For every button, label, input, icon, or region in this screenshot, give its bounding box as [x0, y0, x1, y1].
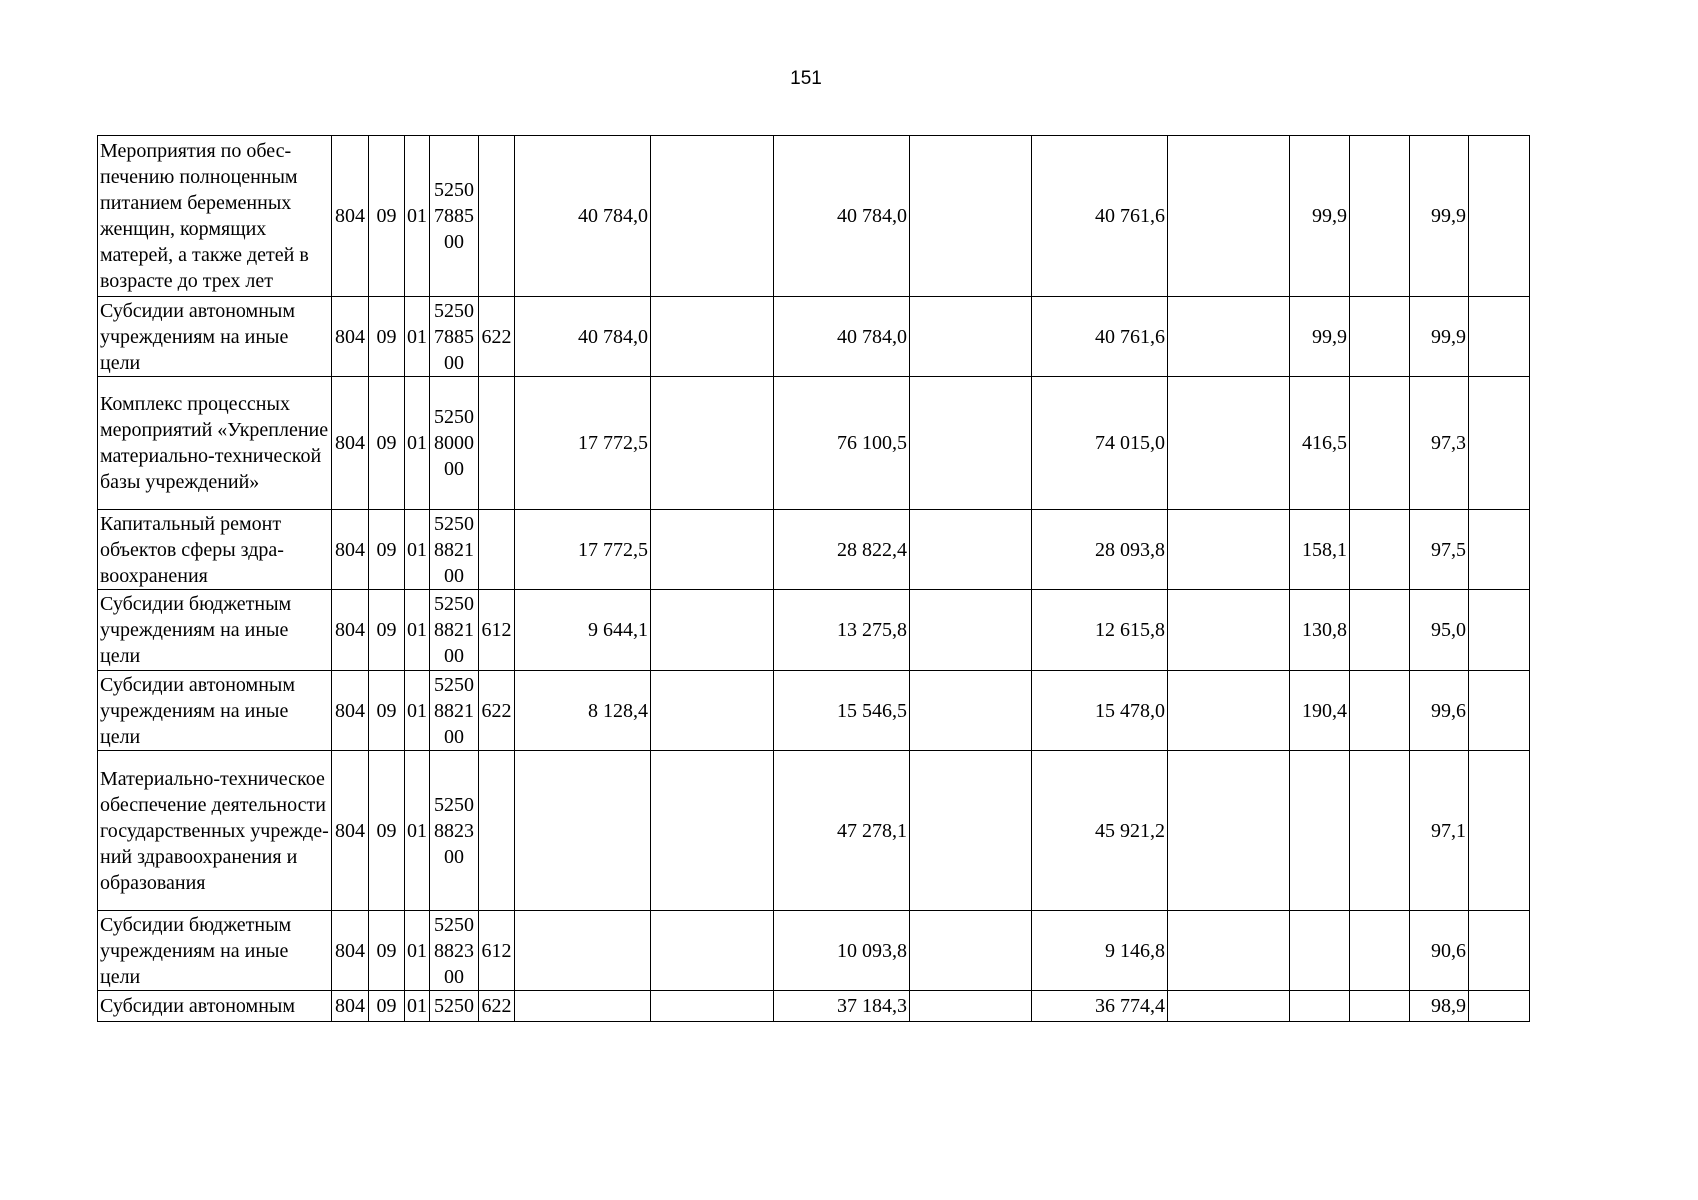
plan-value: 8 128,4 [515, 671, 651, 751]
ved-code: 804 [332, 751, 369, 911]
empty-cell [1168, 590, 1290, 671]
approved-value: 47 278,1 [774, 751, 910, 911]
empty-cell [651, 510, 774, 590]
plan-value: 40 784,0 [515, 297, 651, 377]
empty-cell [1350, 991, 1410, 1022]
csr-code: 5250 8821 00 [430, 671, 479, 751]
executed-value: 40 761,6 [1032, 136, 1168, 297]
table-row [98, 377, 1530, 510]
vr-code: 612 [479, 590, 515, 671]
csr-code: 5250 7885 00 [430, 297, 479, 377]
approved-value: 40 784,0 [774, 297, 910, 377]
approved-value: 13 275,8 [774, 590, 910, 671]
ved-code: 804 [332, 671, 369, 751]
pr-code: 01 [405, 510, 430, 590]
pct-of-plan: 99,9 [1290, 297, 1350, 377]
table-row [98, 590, 1530, 671]
executed-value: 9 146,8 [1032, 911, 1168, 991]
empty-cell [651, 671, 774, 751]
table-row [98, 751, 1530, 911]
pct-of-approved: 99,9 [1410, 297, 1469, 377]
row-name: Субсидии автономным учреждениям на иные цели [98, 297, 332, 377]
table-row [98, 136, 1530, 297]
rz-code: 09 [369, 590, 405, 671]
empty-cell [1469, 297, 1530, 377]
pct-of-approved: 97,5 [1410, 510, 1469, 590]
empty-cell [1350, 510, 1410, 590]
pct-of-approved: 99,6 [1410, 671, 1469, 751]
plan-value: 17 772,5 [515, 377, 651, 510]
empty-cell [1168, 671, 1290, 751]
vr-code: 622 [479, 991, 515, 1022]
rz-code: 09 [369, 136, 405, 297]
empty-cell [1168, 136, 1290, 297]
empty-cell [1350, 671, 1410, 751]
ved-code: 804 [332, 377, 369, 510]
pct-of-plan: 130,8 [1290, 590, 1350, 671]
executed-value: 74 015,0 [1032, 377, 1168, 510]
empty-cell [1469, 751, 1530, 911]
empty-cell [651, 590, 774, 671]
plan-value: 40 784,0 [515, 136, 651, 297]
row-name: Капитальный ремонт объектов сферы здравоохранения [98, 510, 332, 590]
row-name: Комплекс процессных мероприятий «Укрепление материально-технической базы учреждений» [98, 377, 332, 510]
executed-value: 36 774,4 [1032, 991, 1168, 1022]
table-row [98, 671, 1530, 751]
rz-code: 09 [369, 751, 405, 911]
empty-cell [1469, 510, 1530, 590]
csr-code: 5250 8823 00 [430, 911, 479, 991]
pct-of-approved: 98,9 [1410, 991, 1469, 1022]
pct-of-approved: 90,6 [1410, 911, 1469, 991]
row-name: Субсидии бюджетным учреждениям на иные цели [98, 911, 332, 991]
executed-value: 15 478,0 [1032, 671, 1168, 751]
plan-value [515, 991, 651, 1022]
csr-code: 5250 8821 00 [430, 510, 479, 590]
vr-code: 612 [479, 911, 515, 991]
empty-cell [1350, 136, 1410, 297]
empty-cell [910, 510, 1032, 590]
pct-of-plan: 158,1 [1290, 510, 1350, 590]
ved-code: 804 [332, 297, 369, 377]
budget-table [97, 135, 1530, 1022]
vr-code [479, 377, 515, 510]
empty-cell [910, 751, 1032, 911]
rz-code: 09 [369, 911, 405, 991]
approved-value: 37 184,3 [774, 991, 910, 1022]
row-name: Мероприятия по обеспечению полноценным питанием беременных женщин, кормящих матерей, а также детей в возрасте до трех лет [98, 136, 332, 297]
empty-cell [1469, 136, 1530, 297]
table-row [98, 991, 1530, 1022]
empty-cell [1350, 911, 1410, 991]
vr-code [479, 510, 515, 590]
empty-cell [1168, 510, 1290, 590]
row-name: Субсидии бюджетным учреждениям на иные цели [98, 590, 332, 671]
approved-value: 40 784,0 [774, 136, 910, 297]
empty-cell [1168, 297, 1290, 377]
pct-of-approved: 99,9 [1410, 136, 1469, 297]
plan-value [515, 911, 651, 991]
ved-code: 804 [332, 911, 369, 991]
empty-cell [1168, 751, 1290, 911]
executed-value: 28 093,8 [1032, 510, 1168, 590]
approved-value: 15 546,5 [774, 671, 910, 751]
csr-code: 5250 8823 00 [430, 751, 479, 911]
table-row [98, 297, 1530, 377]
plan-value: 9 644,1 [515, 590, 651, 671]
empty-cell [1469, 991, 1530, 1022]
approved-value: 10 093,8 [774, 911, 910, 991]
pr-code: 01 [405, 297, 430, 377]
pct-of-plan [1290, 751, 1350, 911]
empty-cell [651, 911, 774, 991]
pr-code: 01 [405, 911, 430, 991]
vr-code: 622 [479, 297, 515, 377]
table-row [98, 911, 1530, 991]
approved-value: 28 822,4 [774, 510, 910, 590]
empty-cell [910, 991, 1032, 1022]
empty-cell [1350, 751, 1410, 911]
empty-cell [1168, 911, 1290, 991]
vr-code: 622 [479, 671, 515, 751]
plan-value: 17 772,5 [515, 510, 651, 590]
rz-code: 09 [369, 510, 405, 590]
ved-code: 804 [332, 136, 369, 297]
empty-cell [1469, 911, 1530, 991]
empty-cell [651, 751, 774, 911]
empty-cell [1168, 991, 1290, 1022]
rz-code: 09 [369, 377, 405, 510]
empty-cell [910, 671, 1032, 751]
table-row [98, 510, 1530, 590]
empty-cell [1469, 671, 1530, 751]
empty-cell [651, 991, 774, 1022]
pr-code: 01 [405, 377, 430, 510]
empty-cell [910, 297, 1032, 377]
page-number: 151 [790, 68, 822, 89]
empty-cell [910, 136, 1032, 297]
csr-code: 5250 8821 00 [430, 590, 479, 671]
row-name: Субсидии автономным учреждениям на иные цели [98, 671, 332, 751]
pr-code: 01 [405, 671, 430, 751]
rz-code: 09 [369, 991, 405, 1022]
vr-code [479, 136, 515, 297]
csr-code: 5250 [430, 991, 479, 1022]
plan-value [515, 751, 651, 911]
empty-cell [1469, 590, 1530, 671]
pct-of-plan: 190,4 [1290, 671, 1350, 751]
executed-value: 12 615,8 [1032, 590, 1168, 671]
empty-cell [1469, 377, 1530, 510]
empty-cell [651, 377, 774, 510]
pct-of-plan: 416,5 [1290, 377, 1350, 510]
ved-code: 804 [332, 590, 369, 671]
pct-of-plan [1290, 991, 1350, 1022]
pct-of-approved: 97,1 [1410, 751, 1469, 911]
executed-value: 45 921,2 [1032, 751, 1168, 911]
pr-code: 01 [405, 991, 430, 1022]
empty-cell [651, 136, 774, 297]
pr-code: 01 [405, 751, 430, 911]
csr-code: 5250 8000 00 [430, 377, 479, 510]
csr-code: 5250 7885 00 [430, 136, 479, 297]
empty-cell [651, 297, 774, 377]
pr-code: 01 [405, 590, 430, 671]
pr-code: 01 [405, 136, 430, 297]
row-name: Субсидии автономным [98, 991, 332, 1022]
pct-of-approved: 97,3 [1410, 377, 1469, 510]
row-name: Материально-техническое обеспечение деятельности государственных учреждений здравоохранения и образования [98, 751, 332, 911]
approved-value: 76 100,5 [774, 377, 910, 510]
vr-code [479, 751, 515, 911]
empty-cell [910, 590, 1032, 671]
pct-of-approved: 95,0 [1410, 590, 1469, 671]
rz-code: 09 [369, 671, 405, 751]
ved-code: 804 [332, 510, 369, 590]
ved-code: 804 [332, 991, 369, 1022]
empty-cell [1350, 297, 1410, 377]
pct-of-plan: 99,9 [1290, 136, 1350, 297]
empty-cell [1168, 377, 1290, 510]
executed-value: 40 761,6 [1032, 297, 1168, 377]
pct-of-plan [1290, 911, 1350, 991]
empty-cell [910, 377, 1032, 510]
empty-cell [1350, 377, 1410, 510]
empty-cell [1350, 590, 1410, 671]
rz-code: 09 [369, 297, 405, 377]
empty-cell [910, 911, 1032, 991]
